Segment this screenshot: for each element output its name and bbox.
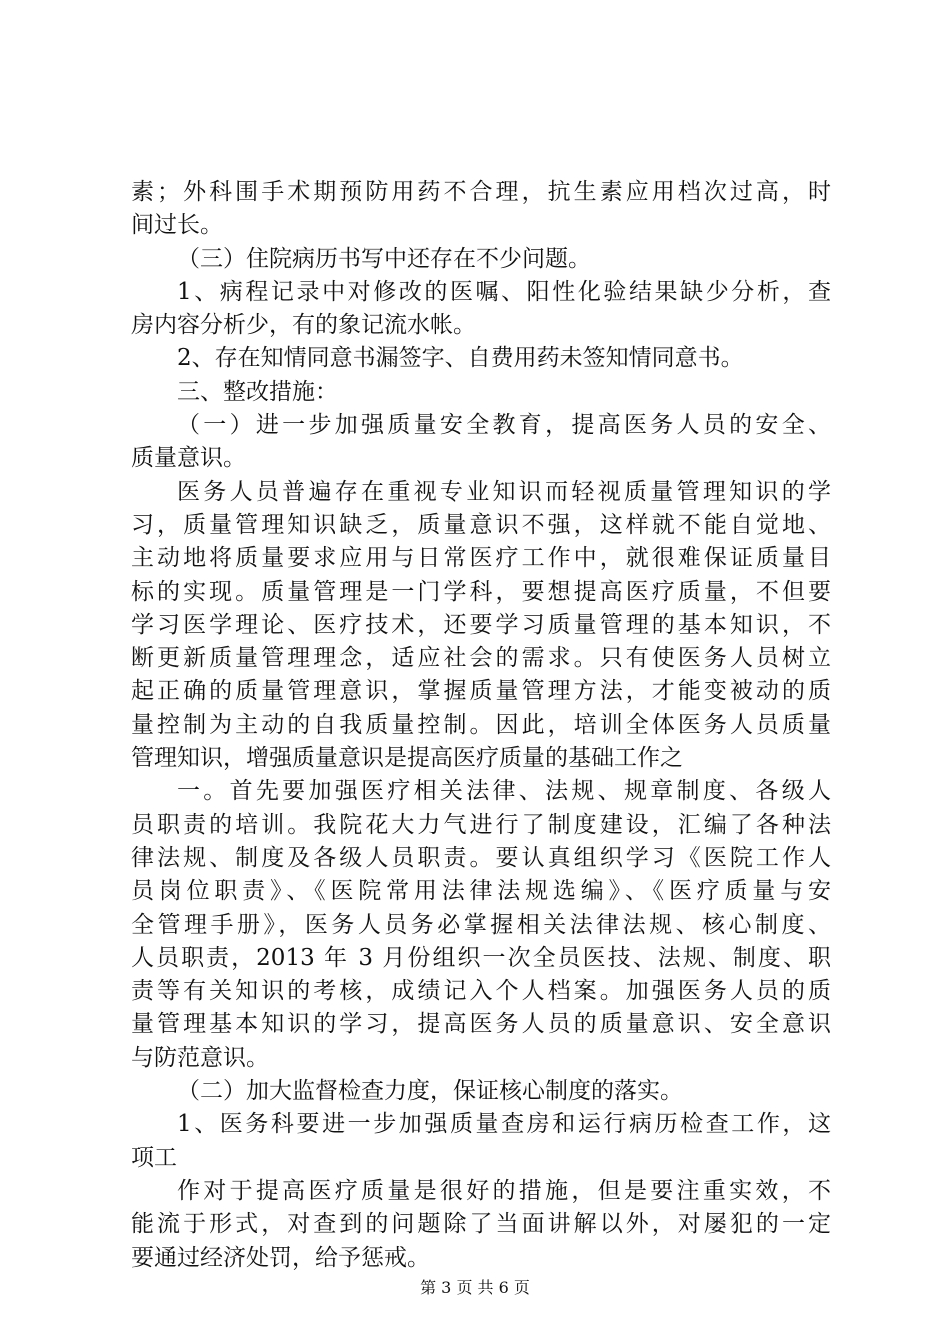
text-line: 责等有关知识的考核，成绩记入个人档案。加强医务人员的质	[131, 978, 831, 1005]
page-number-footer: 第 3 页 共 6 页	[420, 1278, 530, 1297]
document-body	[131, 176, 831, 1275]
text-line: 医务人员普遍存在重视专业知识而轻视质量管理知识的学	[177, 478, 831, 505]
text-line: 起正确的质量管理意识，掌握质量管理方法，才能变被动的质	[131, 678, 831, 705]
text-line: 2、存在知情同意书漏签字、自费用药未签知情同意书。	[177, 345, 744, 372]
text-line: 量管理基本知识的学习，提高医务人员的质量意识、安全意识	[131, 1011, 831, 1038]
text-line: 1、医务科要进一步加强质量查房和运行病历检查工作，这	[177, 1111, 831, 1138]
text-line: 与防范意识。	[131, 1044, 269, 1071]
text-line: 素；外科围手术期预防用药不合理，抗生素应用档次过高，时	[131, 179, 831, 205]
text-line: 1、病程记录中对修改的医嘱、阳性化验结果缺少分析，查	[177, 278, 831, 305]
section-heading: 质量意识。	[131, 445, 246, 472]
text-line: 人员职责，2013 年 3 月份组织一次全员医技、法规、制度、职	[131, 944, 831, 971]
text-line: 员岗位职责》、《医院常用法律法规选编》、《医疗质量与安	[131, 878, 831, 905]
text-line: 要通过经济处罚，给予惩戒。	[131, 1244, 430, 1271]
text-line: 习，质量管理知识缺乏，质量意识不强，这样就不能自觉地、	[131, 511, 831, 538]
text-line: 项工	[131, 1144, 177, 1171]
text-line: 主动地将质量要求应用与日常医疗工作中，就很难保证质量目	[131, 545, 831, 572]
text-line: 全管理手册》，医务人员务必掌握相关法律法规、核心制度、	[131, 911, 831, 938]
text-line: 一。首先要加强医疗相关法律、法规、规章制度、各级人	[177, 778, 831, 805]
text-line: 能流于形式，对查到的问题除了当面讲解以外，对屡犯的一定	[131, 1211, 831, 1238]
text-line: 房内容分析少，有的象记流水帐。	[131, 312, 476, 339]
text-line: 学习医学理论、医疗技术，还要学习质量管理的基本知识，不	[131, 611, 831, 638]
section-heading: （三）住院病历书写中还存在不少问题。	[177, 245, 591, 272]
text-line: 间过长。	[131, 212, 223, 239]
section-heading: 三、整改措施：	[177, 378, 338, 405]
text-line: 量控制为主动的自我质量控制。因此，培训全体医务人员质量	[131, 711, 831, 738]
text-line: 作对于提高医疗质量是很好的措施，但是要注重实效，不	[177, 1177, 831, 1204]
text-line: 标的实现。质量管理是一门学科，要想提高医疗质量，不但要	[131, 578, 831, 605]
text-line: 员职责的培训。我院花大力气进行了制度建设，汇编了各种法	[131, 811, 831, 838]
text-line: 律法规、制度及各级人员职责。要认真组织学习《医院工作人	[131, 844, 831, 871]
text-line: 管理知识，增强质量意识是提高医疗质量的基础工作之	[131, 745, 683, 772]
text-line: 断更新质量管理理念，适应社会的需求。只有使医务人员树立	[131, 645, 831, 672]
section-heading: （二）加大监督检查力度，保证核心制度的落实。	[177, 1078, 683, 1105]
section-heading: （一）进一步加强质量安全教育，提高医务人员的安全、	[177, 412, 831, 439]
